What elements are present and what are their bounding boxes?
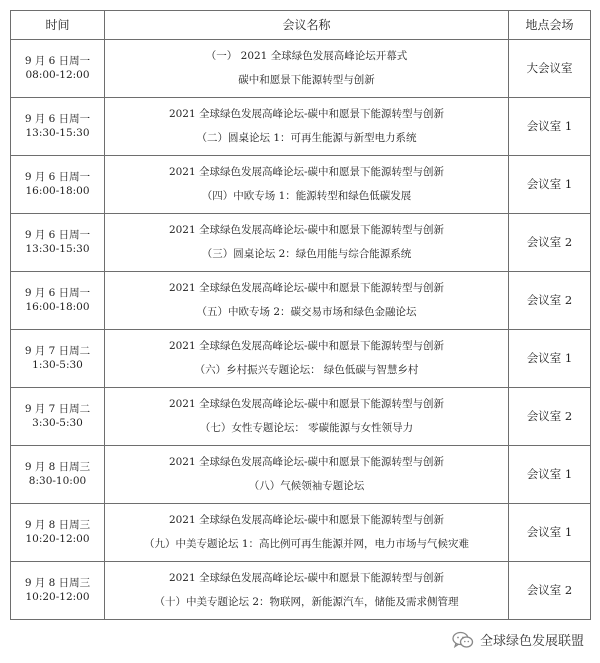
time-range-text: 16:00-18:00 <box>25 300 90 313</box>
table-row <box>11 272 591 330</box>
meeting-title-line: 2021 全球绿色发展高峰论坛-碳中和愿景下能源转型与创新 <box>168 107 445 120</box>
column-header-venue: 地点会场 <box>509 11 591 40</box>
date-text: 9 月 8 日周三 <box>24 461 91 474</box>
meeting-subtitle-line: （十）中美专题论坛 2：物联网，新能源汽车，储能及需求侧管理 <box>154 596 459 608</box>
table-row <box>11 562 591 620</box>
meeting-subtitle-line: （四）中欧专场 1：能源转型和绿色低碳发展 <box>201 190 412 202</box>
time-range-text: 8:30-10:00 <box>28 474 87 487</box>
time-cell <box>11 388 105 446</box>
meeting-name-cell <box>105 40 509 98</box>
meeting-title-line: 2021 全球绿色发展高峰论坛-碳中和愿景下能源转型与创新 <box>168 513 445 526</box>
meeting-subtitle-line: （二）圆桌论坛 1：可再生能源与新型电力系统 <box>196 132 417 144</box>
meeting-name-cell <box>105 562 509 620</box>
meeting-title-line: 2021 全球绿色发展高峰论坛-碳中和愿景下能源转型与创新 <box>168 397 445 410</box>
venue-cell: 会议室 1 <box>509 330 591 388</box>
date-text: 9 月 6 日周一 <box>24 287 91 300</box>
time-range-text: 13:30-15:30 <box>25 242 90 255</box>
meeting-subtitle-line: （七）女性专题论坛： 零碳能源与女性领导力 <box>199 422 414 434</box>
table-row <box>11 388 591 446</box>
time-cell <box>11 562 105 620</box>
meeting-name-cell <box>105 214 509 272</box>
time-cell <box>11 272 105 330</box>
date-text: 9 月 8 日周三 <box>24 577 91 590</box>
wechat-icon <box>452 631 474 649</box>
table-header-row <box>11 11 591 40</box>
table-row <box>11 214 591 272</box>
meeting-name-cell <box>105 388 509 446</box>
meeting-name-cell <box>105 156 509 214</box>
meeting-title-line: 2021 全球绿色发展高峰论坛-碳中和愿景下能源转型与创新 <box>168 165 445 178</box>
meeting-name-cell <box>105 446 509 504</box>
venue-cell: 会议室 2 <box>509 562 591 620</box>
time-range-text: 10:20-12:00 <box>25 532 90 545</box>
meeting-name-cell <box>105 330 509 388</box>
time-cell <box>11 156 105 214</box>
column-header-time: 时间 <box>11 11 105 40</box>
date-text: 9 月 6 日周一 <box>24 171 91 184</box>
venue-cell: 大会议室 <box>509 40 591 98</box>
venue-cell: 会议室 2 <box>509 272 591 330</box>
time-cell <box>11 214 105 272</box>
meeting-subtitle-line: 碳中和愿景下能源转型与创新 <box>238 74 375 86</box>
meeting-title-line: 2021 全球绿色发展高峰论坛-碳中和愿景下能源转型与创新 <box>168 455 445 468</box>
venue-cell: 会议室 1 <box>509 98 591 156</box>
table-row <box>11 504 591 562</box>
date-text: 9 月 8 日周三 <box>24 519 91 532</box>
meeting-title-line: 2021 全球绿色发展高峰论坛-碳中和愿景下能源转型与创新 <box>168 339 445 352</box>
time-cell <box>11 40 105 98</box>
date-text: 9 月 6 日周一 <box>24 55 91 68</box>
time-range-text: 1:30-5:30 <box>32 358 83 371</box>
meeting-name-cell <box>105 272 509 330</box>
meeting-schedule-table <box>10 10 591 620</box>
time-range-text: 16:00-18:00 <box>25 184 90 197</box>
time-range-text: 08:00-12:00 <box>25 68 90 81</box>
date-text: 9 月 7 日周二 <box>24 345 91 358</box>
meeting-subtitle-line: （三）圆桌论坛 2：绿色用能与综合能源系统 <box>201 248 412 260</box>
meeting-name-cell <box>105 98 509 156</box>
venue-cell: 会议室 1 <box>509 156 591 214</box>
meeting-subtitle-line: （六）乡村振兴专题论坛： 绿色低碳与智慧乡村 <box>194 364 419 376</box>
table-row <box>11 40 591 98</box>
venue-cell: 会议室 1 <box>509 504 591 562</box>
meeting-title-line: （一） 2021 全球绿色发展高峰论坛开幕式 <box>205 49 408 62</box>
table-row <box>11 330 591 388</box>
wechat-watermark <box>448 628 588 651</box>
date-text: 9 月 6 日周一 <box>24 229 91 242</box>
watermark-text: 全球绿色发展联盟 <box>479 634 584 649</box>
meeting-subtitle-line: （五）中欧专场 2：碳交易市场和绿色金融论坛 <box>196 306 417 318</box>
table-row <box>11 156 591 214</box>
venue-cell: 会议室 1 <box>509 446 591 504</box>
time-cell <box>11 446 105 504</box>
date-text: 9 月 7 日周二 <box>24 403 91 416</box>
time-cell <box>11 98 105 156</box>
meeting-name-cell <box>105 504 509 562</box>
time-cell <box>11 330 105 388</box>
meeting-subtitle-line: （九）中美专题论坛 1：高比例可再生能源并网，电力市场与气候灾难 <box>143 538 470 550</box>
meeting-title-line: 2021 全球绿色发展高峰论坛-碳中和愿景下能源转型与创新 <box>168 281 445 294</box>
venue-cell: 会议室 2 <box>509 388 591 446</box>
date-text: 9 月 6 日周一 <box>24 113 91 126</box>
time-range-text: 3:30-5:30 <box>32 416 83 429</box>
table-row <box>11 98 591 156</box>
time-range-text: 13:30-15:30 <box>25 126 90 139</box>
meeting-title-line: 2021 全球绿色发展高峰论坛-碳中和愿景下能源转型与创新 <box>168 223 445 236</box>
meeting-subtitle-line: （八）气候领袖专题论坛 <box>248 480 365 492</box>
meeting-title-line: 2021 全球绿色发展高峰论坛-碳中和愿景下能源转型与创新 <box>168 571 445 584</box>
table-row <box>11 446 591 504</box>
venue-cell: 会议室 2 <box>509 214 591 272</box>
time-range-text: 10:20-12:00 <box>25 590 90 603</box>
time-cell <box>11 504 105 562</box>
column-header-meeting-name: 会议名称 <box>105 11 509 40</box>
